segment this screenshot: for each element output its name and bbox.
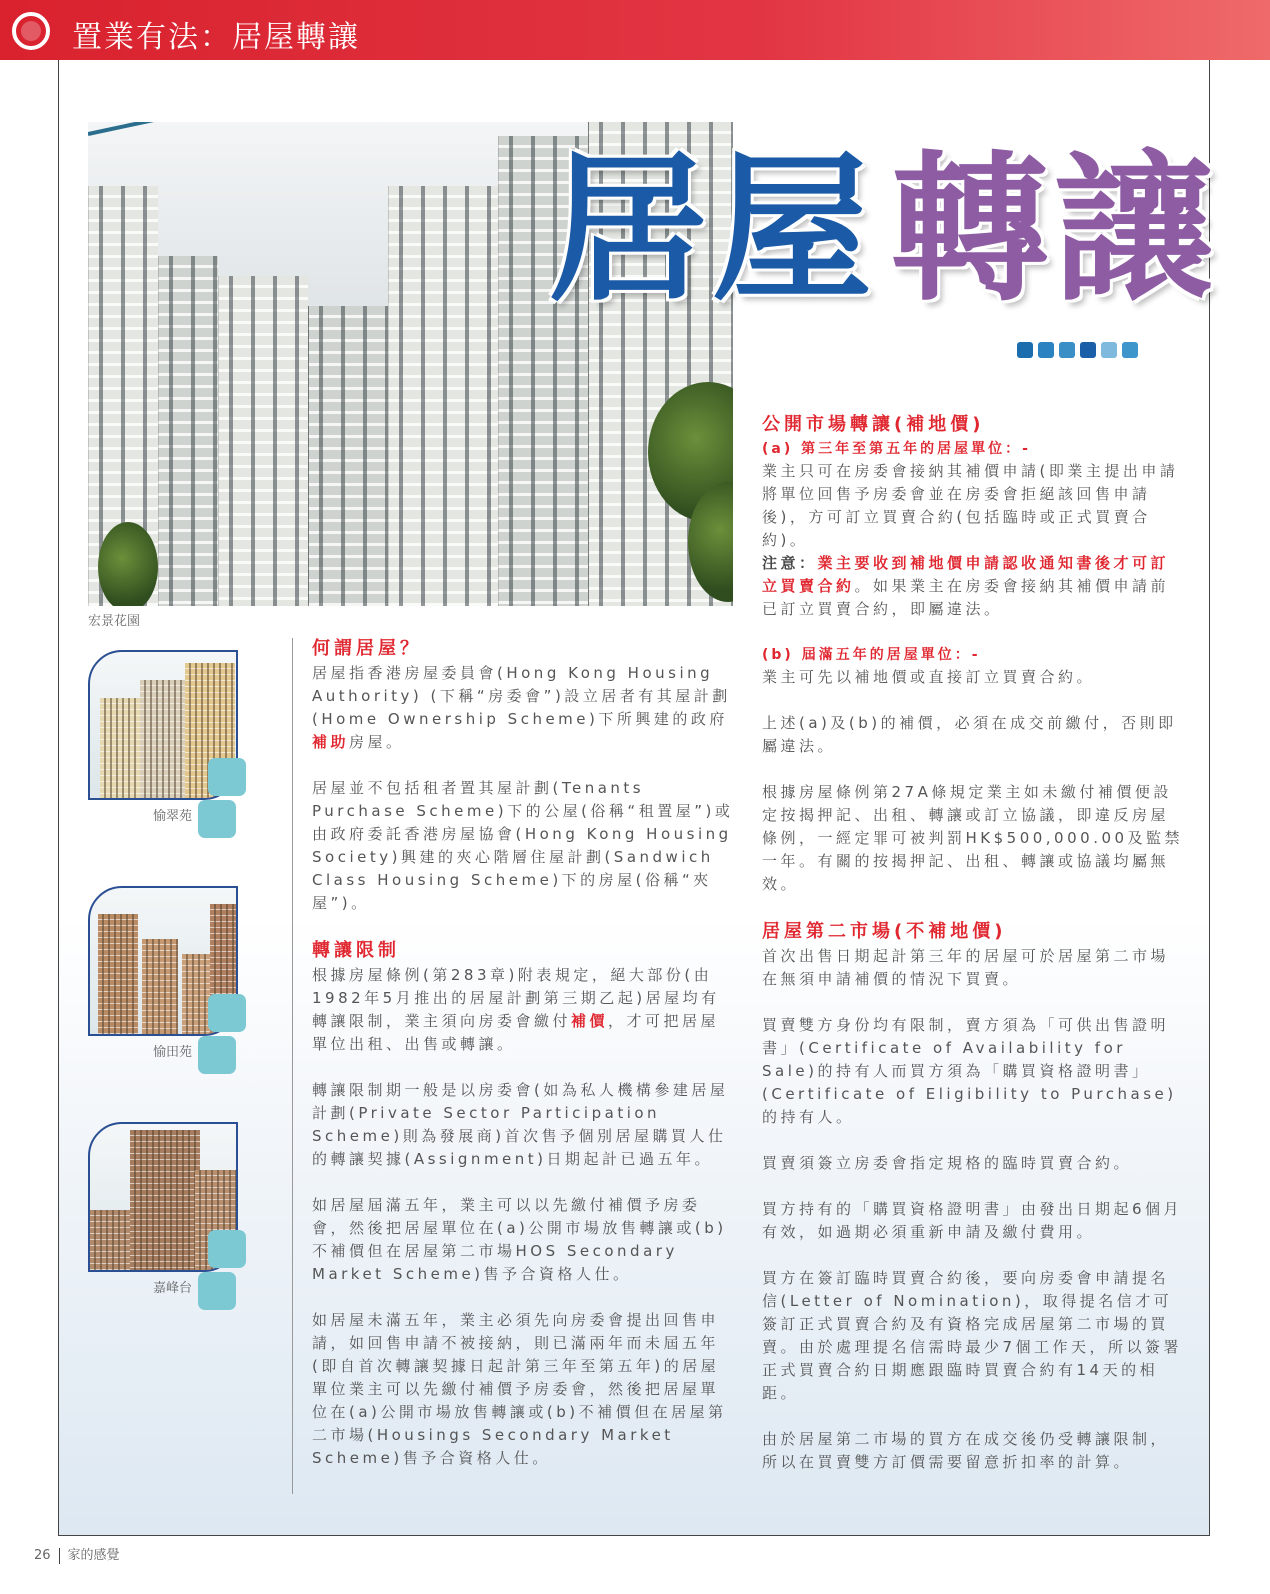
building	[100, 698, 140, 798]
paragraph: 業主只可在房委會接納其補價申請(即業主提出申請將單位回售予房委會並在房委會拒絕該回售申請後)，方可訂立買賣合約(包括臨時或正式買賣合約)。	[762, 462, 1179, 549]
heading-what-is-hos: 何謂居屋？	[312, 638, 422, 659]
paragraph: 居屋並不包括租者置其屋計劃(Tenants Purchase Scheme)下的公屋(俗稱“租置屋”)或由政府委託香港房屋協會(Hong Kong Housing Society)興建的夾心階層住屋計劃(Sandwich Class Housing Scheme)下的房屋(俗稱“夾屋”)。	[312, 779, 734, 912]
page-footer	[34, 1544, 120, 1564]
heading-open-market: 公開市場轉讓(補地價)	[762, 414, 985, 435]
paragraph	[312, 964, 736, 1056]
thumbnail-label: 愉翠苑	[152, 809, 192, 824]
paragraph: 如居屋屆滿五年，業主可以以先繳付補價予房委會，然後把居屋單位在(a)公開市場放售轉讓或(b)不補價但在居屋第二市場HOS Secondary Market Scheme)售予合資格人仕。	[312, 1196, 727, 1283]
paragraph: 上述(a)及(b)的補價，必須在成交前繳付，否則即屬違法。	[762, 714, 1177, 755]
paragraph: 買方持有的「購買資格證明書」由發出日期起6個月有效，如過期必須重新申請及繳付費用。	[762, 1200, 1183, 1241]
paragraph: 買方在簽訂臨時買賣合約後，要向房委會申請提名信(Letter of Nomination)，取得提名信才可簽訂正式買賣合約及有資格完成居屋第二市場的買賣。由於處理提名信需時最少7個工作天，所以簽署正式買賣合約日期應跟臨時買賣合約有14天的相距。	[762, 1269, 1183, 1402]
column-divider	[292, 638, 293, 1494]
square-dot-icon	[1017, 342, 1033, 358]
feature-title-part2: 轉讓	[890, 136, 1219, 323]
tree	[98, 522, 158, 606]
feature-title-part1: 居屋	[548, 136, 877, 323]
decorative-dots	[1017, 342, 1143, 362]
building	[98, 914, 138, 1034]
hero-caption: 宏景花園	[88, 614, 141, 629]
footer-divider	[59, 1548, 60, 1564]
circle-logo-icon	[12, 12, 50, 50]
magazine-name: 家的感覺	[67, 1548, 120, 1563]
building	[140, 680, 185, 798]
building	[388, 186, 498, 606]
square-dot-icon	[1038, 342, 1054, 358]
heading-secondary-market: 居屋第二市場(不補地價)	[762, 921, 1007, 942]
note-label: 注意：	[762, 554, 818, 572]
header-band	[0, 0, 1270, 60]
square-dot-icon	[1122, 342, 1138, 358]
teal-tile	[208, 994, 246, 1032]
thumbnail-label: 嘉峰台	[152, 1281, 192, 1296]
paragraph: 買賣須簽立房委會指定規格的臨時買賣合約。	[762, 1154, 1133, 1172]
highlight-text: 業主要收到補地價申請認收通知書後才可訂立買賣合約	[762, 554, 1170, 595]
feature-title	[548, 136, 1219, 323]
text: 。如果業主在房委會接納其補價申請前已訂立買賣合約，即屬違法。	[762, 577, 1170, 618]
highlight-text: 補助	[312, 733, 350, 751]
paragraph: 轉讓限制期一般是以房委會(如為私人機構參建居屋計劃(Private Sector Participation Scheme)則為發展商)首次售予個別居屋購買人仕的轉讓契據(Assignment)日期起計已過五年。	[312, 1081, 729, 1168]
crane-arm	[88, 122, 245, 136]
text: 房屋。	[349, 733, 405, 751]
paragraph: 業主可先以補地價或直接訂立買賣合約。	[762, 668, 1096, 686]
page-section-title: 置業有法：居屋轉讓	[72, 20, 360, 55]
paragraph: 由於居屋第二市場的買方在成交後仍受轉讓限制，所以在買賣雙方訂價需要留意折扣率的計算。	[762, 1430, 1170, 1471]
teal-tile	[208, 758, 246, 796]
highlight-text: 補價	[571, 1012, 609, 1030]
building	[142, 939, 178, 1034]
teal-tile	[198, 1272, 236, 1310]
building	[158, 256, 218, 606]
page-number: 26	[34, 1548, 51, 1563]
paragraph: 買賣雙方身份均有限制，賣方須為「可供出售證明書」(Certificate of Availability for Sale)的持有人而買方須為「購買資格證明書」(Certificate of Eligibility to Purchase)的持有人。	[762, 1016, 1177, 1126]
right-column	[762, 412, 1186, 1474]
teal-tile	[198, 1036, 236, 1074]
subheading-a: (a) 第三年至第五年的居屋單位：-	[762, 441, 1031, 457]
thumbnail-label: 愉田苑	[152, 1045, 192, 1060]
paragraph: 根據房屋條例第27A條規定業主如未繳付補價便設定按揭押記、出租、轉讓或訂立協議，即違反房屋條例，一經定罪可被判罰HK$500,000.00及監禁一年。有關的按揭押記、出租、轉讓或協議均屬無效。	[762, 783, 1184, 893]
subheading-b: (b) 屆滿五年的居屋單位：-	[762, 647, 981, 663]
paragraph: 首次出售日期起計第三年的居屋可於居屋第二市場在無須申請補價的情況下買賣。	[762, 947, 1170, 988]
text: 根據房屋條例(第283章)附表規定，絕大部份(由1982年5月推出的居屋計劃第三期乙起)居屋均有轉讓限制，業主須向房委會繳付	[312, 966, 720, 1030]
paragraph	[312, 662, 736, 754]
paragraph	[762, 552, 1186, 621]
building	[308, 306, 388, 606]
text: 居屋指香港房屋委員會(Hong Kong Housing Authority) (下稱“房委會”)設立居者有其屋計劃(Home Ownership Scheme)下所興建的政府	[312, 664, 731, 728]
teal-tile	[198, 800, 236, 838]
text: ，才可把居屋單位出租、出售或轉讓。	[312, 1012, 720, 1053]
heading-transfer-restriction: 轉讓限制	[312, 940, 400, 961]
building	[218, 276, 308, 606]
square-dot-icon	[1080, 342, 1096, 358]
square-dot-icon	[1101, 342, 1117, 358]
building	[130, 1130, 200, 1270]
middle-column	[312, 636, 736, 1470]
paragraph: 如居屋未滿五年，業主必須先向房委會提出回售申請，如回售申請不被接納，則已滿兩年而未屆五年(即自首次轉讓契據日起計第三年至第五年)的居屋單位業主可以先繳付補價予房委會，然後把居屋單位在(a)公開市場放售轉讓或(b)不補價但在居屋第二市場(Housings Secondary Market Scheme)售予合資格人仕。	[312, 1311, 727, 1467]
teal-tile	[208, 1230, 246, 1268]
square-dot-icon	[1059, 342, 1075, 358]
